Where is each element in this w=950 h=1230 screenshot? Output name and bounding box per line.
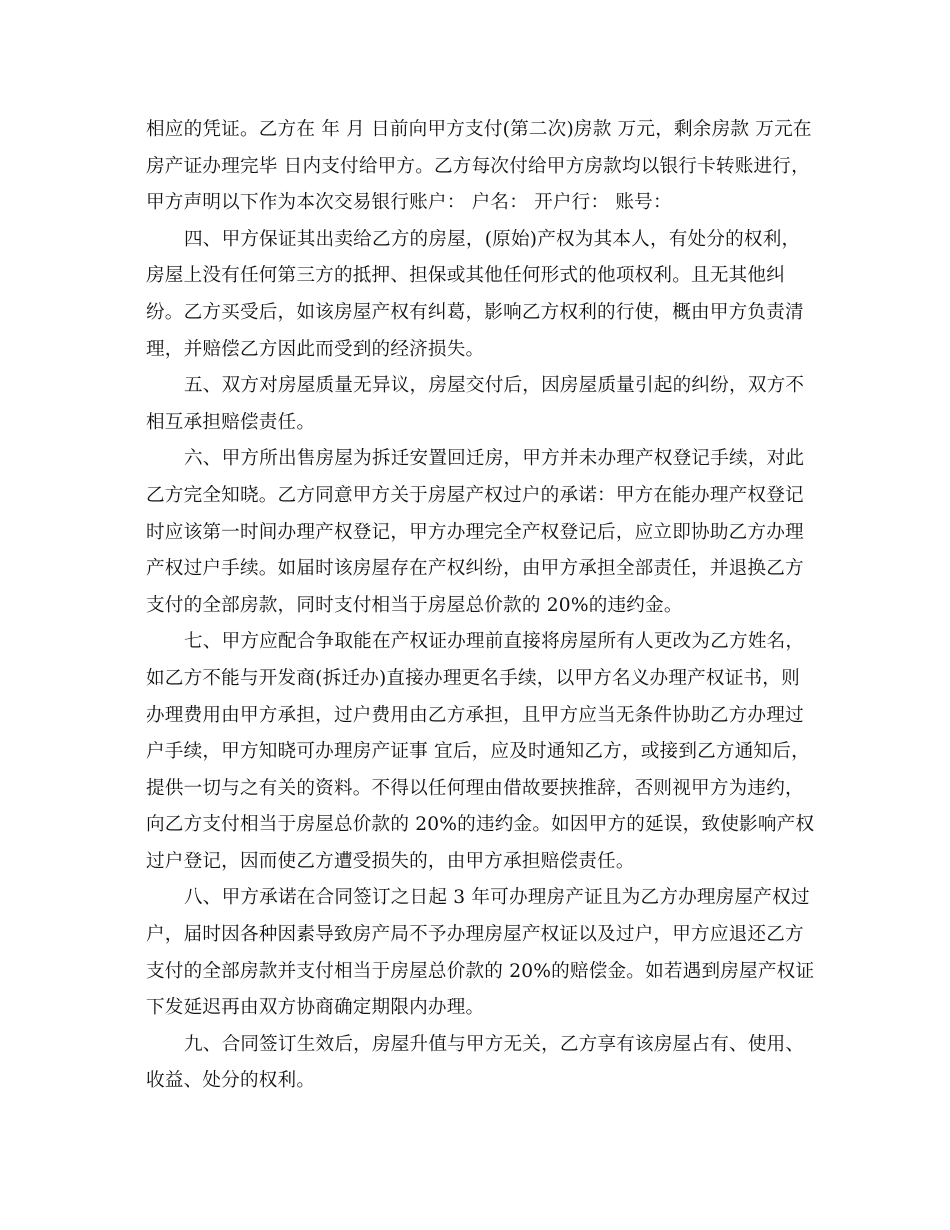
text-line: 纷。乙方买受后，如该房屋产权有纠葛，影响乙方权利的行使，概由甲方负责清 [146,301,804,323]
text-line: 支付的全部房款并支付相当于房屋总价款的 20%的赔偿金。如若遇到房屋产权证 [146,960,815,982]
text-line: 时应该第一时间办理产权登记，甲方办理完全产权登记后，应立即协助乙方办理 [146,521,804,543]
text-line: 相互承担赔偿责任。 [146,411,316,433]
text-line: 产权过户手续。如届时该房屋存在产权纠纷，由甲方承担全部责任，并退换乙方 [146,558,804,580]
text-line: 户手续，甲方知晓可办理房产证事 宜后，应及时通知乙方，或接到乙方通知后， [146,741,810,763]
text-line: 户，届时因各种因素导致房产局不予办理房屋产权证以及过户，甲方应退还乙方 [146,924,804,946]
text-line: 七、甲方应配合争取能在产权证办理前直接将房屋所有人更改为乙方姓名， [184,631,805,653]
paragraph-continuation [146,112,812,222]
paragraph-clause-6 [146,441,806,624]
text-line: 乙方完全知晓。乙方同意甲方关于房屋产权过户的承诺：甲方在能办理产权登记 [146,484,804,506]
paragraph-clause-5 [146,368,806,441]
text-line: 支付的全部房款，同时支付相当于房屋总价款的 20%的违约金。 [146,594,683,616]
paragraph-clause-7 [146,624,815,880]
text-line: 收益、处分的权利。 [146,1070,316,1092]
text-line: 五、双方对房屋质量无异议，房屋交付后，因房屋质量引起的纠纷，双方不 [184,375,805,397]
paragraph-clause-9 [146,1027,806,1100]
paragraph-clause-4 [146,222,806,368]
text-line: 办理费用由甲方承担，过户费用由乙方承担，且甲方应当无条件协助乙方办理过 [146,704,804,726]
text-line: 房产证办理完毕 日内支付给甲方。乙方每次付给甲方房款均以银行卡转账进行， [146,155,810,177]
paragraph-clause-8 [146,880,815,1026]
text-line: 八、甲方承诺在合同签订之日起 3 年可办理房产证且为乙方办理房屋产权过 [184,887,810,909]
text-line: 理，并赔偿乙方因此而受到的经济损失。 [146,338,485,360]
text-line: 六、甲方所出售房屋为拆迁安置回迁房，甲方并未办理产权登记手续，对此 [184,448,805,470]
text-line: 提供一切与之有关的资料。不得以任何理由借故要挟推辞，否则视甲方为违约， [146,777,804,799]
text-line: 九、合同签订生效后，房屋升值与甲方无关，乙方享有该房屋占有、使用、 [184,1033,805,1055]
text-line: 向乙方支付相当于房屋总价款的 20%的违约金。如因甲方的延误，致使影响产权 [146,814,815,836]
text-line: 相应的凭证。乙方在 年 月 日前向甲方支付(第二次)房款 万元，剩余房款 万元在 [146,119,812,140]
text-line: 甲方声明以下作为本次交易银行账户： 户名： 开户行： 账号： [146,192,672,214]
text-line: 下发延迟再由双方协商确定期限内办理。 [146,997,485,1019]
text-line: 四、甲方保证其出卖给乙方的房屋，(原始)产权为其本人，有处分的权利， [184,228,801,250]
document-body [146,112,815,1100]
text-line: 如乙方不能与开发商(拆迁办)直接办理更名手续，以甲方名义办理产权证书，则 [146,667,800,689]
text-line: 过户登记，因而使乙方遭受损失的，由甲方承担赔偿责任。 [146,850,635,872]
text-line: 房屋上没有任何第三方的抵押、担保或其他任何形式的他项权利。且无其他纠 [146,265,785,287]
